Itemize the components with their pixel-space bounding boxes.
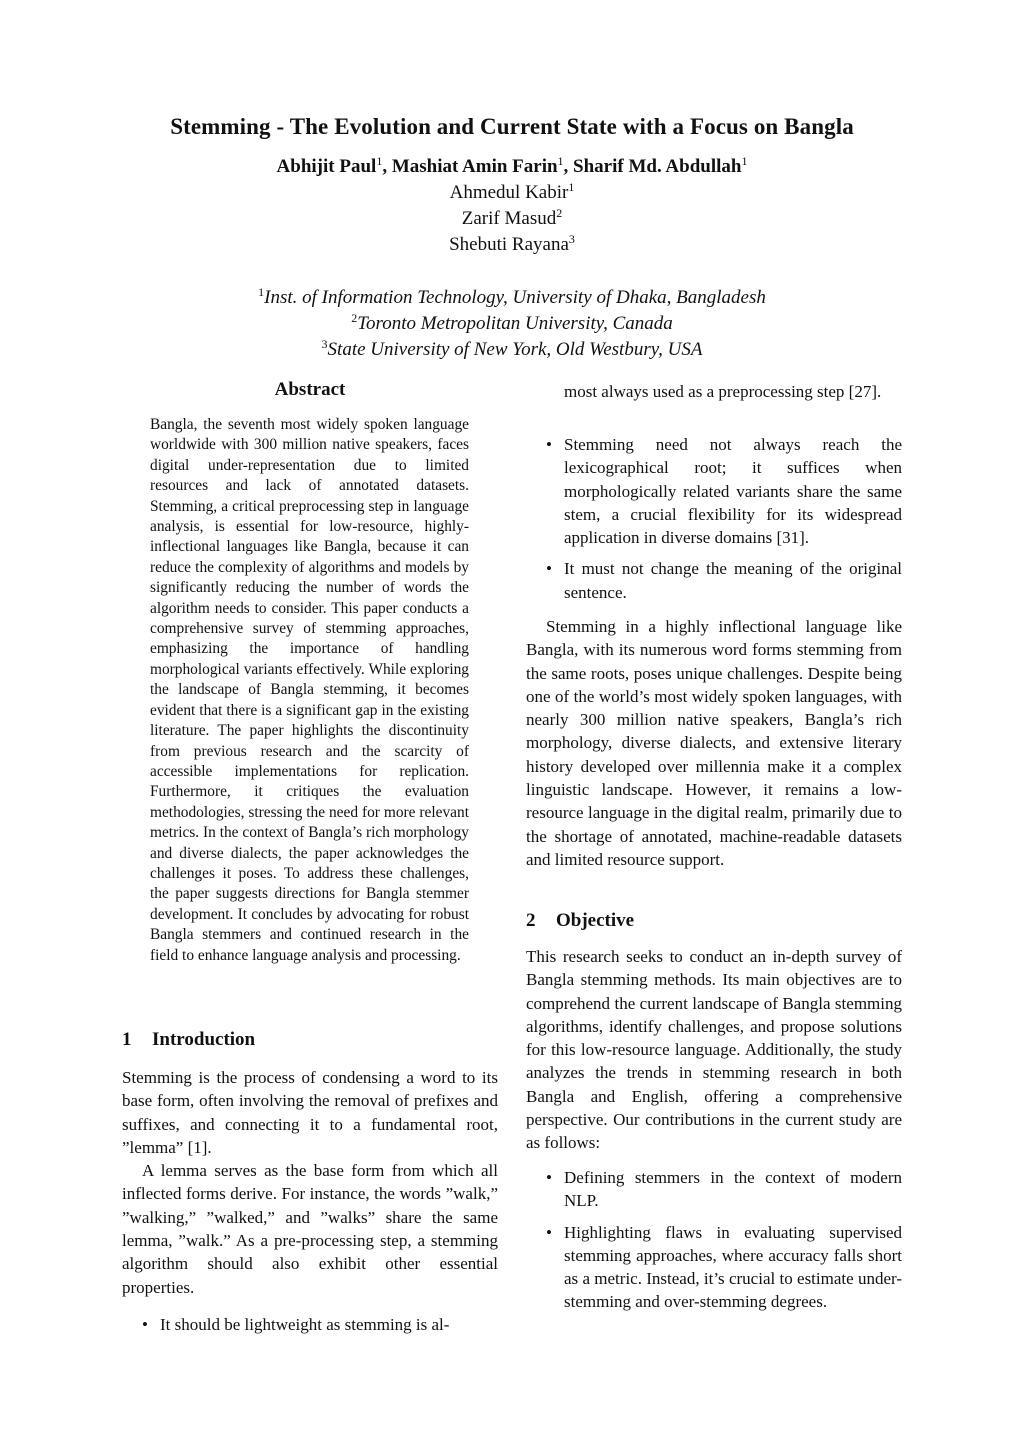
affiliation-mark: 3: [321, 337, 328, 351]
author-line-primary: Abhijit Paul$^1$, Mashiat Amin Farin$^1$, Sharif Md. Abdullah$^1$: [276, 154, 748, 177]
author-name: Shebuti Rayana: [449, 234, 569, 255]
property-list-start: [140, 1313, 498, 1336]
paragraph: Stemming is the process of condensing a word to its base form, often involving the removal of prefixes and suffixes, and connecting it to a fundamental root, ”lemma” [1].: [122, 1068, 498, 1157]
section-number: 2: [526, 910, 536, 931]
list-item-text: Highlighting flaws in evaluating supervised stemming approaches, where accuracy falls short as a metric. Instead, it’s crucial to estimate under-stemming and over-stemming degrees.: [564, 1222, 902, 1312]
abstract-heading: Abstract: [274, 379, 346, 400]
author-line: [0, 182, 1024, 204]
author-affiliation-mark: 2: [556, 206, 563, 220]
author-name: Sharif Md. Abdullah: [573, 156, 742, 177]
author-name: Abhijit Paul: [276, 156, 377, 177]
paragraph: Stemming in a highly inflectional language like Bangla, with its numerous word forms stemming from the same roots, poses unique challenges. Despite being one of the world’s most widely spoken languages, with nearly 300 million native speakers, Bangla’s rich morphology, diverse dialects, and extensive literary history developed over millennia make it a complex linguistic landscape. However, it remains a low-resource language in the digital realm, primarily due to the shortage of annotated, machine-readable datasets and limited resource support.: [526, 617, 902, 869]
affiliation-text: Toronto Metropolitan University, Canada: [357, 313, 673, 334]
section-title: Objective: [556, 910, 635, 931]
list-item-text: It must not change the meaning of the original sentence.: [564, 559, 902, 602]
paragraph: This research seeks to conduct an in-depth survey of Bangla stemming methods. Its main objectives are to comprehend the current landscape of Bangla stemming algorithms, identify challenges, and propose solutions for this low-resource language. Additionally, the study analyzes the trends in stemming research in both Bangla and English, offering a comprehensive perspective. Our contributions in the current study are as follows:: [526, 947, 902, 1153]
introduction-body: [122, 1066, 498, 1299]
paragraph: A lemma serves as the base form from which all inflected forms derive. For instance, the words ”walk,” ”walking,” ”walked,” and ”walks” share the same lemma, ”walk.” As a pre-processing step, a stemming algorithm should also exhibit other essential properties.: [122, 1161, 498, 1297]
affiliation-mark: 2: [351, 311, 358, 325]
author-name: Zarif Masud: [461, 208, 557, 229]
author-line: [0, 208, 1024, 230]
list-item: [544, 1221, 902, 1314]
objective-body: [526, 945, 902, 1155]
affiliation-mark: 1: [258, 285, 265, 299]
abstract-text: Bangla, the seventh most widely spoken language worldwide with 300 million native speakers, faces digital under-representation due to limited resources and lack of annotated datasets. Stemming, a critical preprocessing step in language analysis, is essential for low-resource, highly-inflectional languages like Bangla, because it can reduce the complexity of algorithms and models by significantly reducing the number of words the algorithm needs to consider. This paper conducts a comprehensive survey of stemming approaches, emphasizing the importance of handling morphological variants effectively. While exploring the landscape of Bangla stemming, it becomes evident that there is a significant gap in the existing literature. The paper highlights the discontinuity from previous research and the scarcity of accessible implementations for replication. Furthermore, it critiques the evaluation methodologies, stressing the need for more relevant metrics. In the context of Bangla’s rich morphology and diverse dialects, the paper acknowledges the challenges it poses. To address these challenges, the paper suggests directions for Bangla stemmer development. It concludes by advocating for robust Bangla stemmers and continued research in the field to enhance language analysis and processing.: [150, 416, 469, 964]
list-item-text: It should be lightweight as stemming is al-: [160, 1315, 450, 1334]
list-item-text: Stemming need not always reach the lexicographical root; it suffices when morphologically related variants share the same stem, a crucial flexibility for its widespread application in diverse domains [31].: [564, 435, 902, 548]
author-name: Mashiat Amin Farin: [391, 156, 558, 177]
section-title: Introduction: [152, 1029, 256, 1050]
section-number: 1: [122, 1029, 132, 1050]
list-item-continuation: most always used as a preprocessing step [27].: [564, 382, 882, 401]
section-heading-introduction: [122, 1029, 255, 1051]
list-item-text: Defining stemmers in the context of modern NLP.: [564, 1168, 902, 1211]
author-affiliation-mark: 3: [568, 232, 575, 246]
affiliation-text: State University of New York, Old Westbury, USA: [327, 339, 703, 360]
author-affiliation-mark: 1: [376, 154, 383, 168]
affiliation-text: Inst. of Information Technology, University of Dhaka, Bangladesh: [264, 287, 766, 308]
author-line: [0, 234, 1024, 256]
list-item: [544, 1166, 902, 1213]
contribution-list: [544, 1166, 902, 1314]
list-item: [544, 557, 902, 604]
author-affiliation-mark: 1: [557, 154, 564, 168]
list-item: [140, 1313, 498, 1336]
property-list: [544, 433, 902, 604]
list-item: [544, 433, 902, 549]
author-affiliation-mark: 1: [741, 154, 748, 168]
affiliation: [0, 339, 1024, 361]
paper-title: Stemming - The Evolution and Current State with a Focus on Bangla: [170, 114, 854, 139]
affiliation: [0, 313, 1024, 335]
section-heading-objective: [526, 910, 634, 932]
author-name: Ahmedul Kabir: [449, 182, 569, 203]
introduction-body-continued: [526, 615, 902, 871]
author-affiliation-mark: 1: [568, 180, 575, 194]
affiliation: [0, 287, 1024, 309]
